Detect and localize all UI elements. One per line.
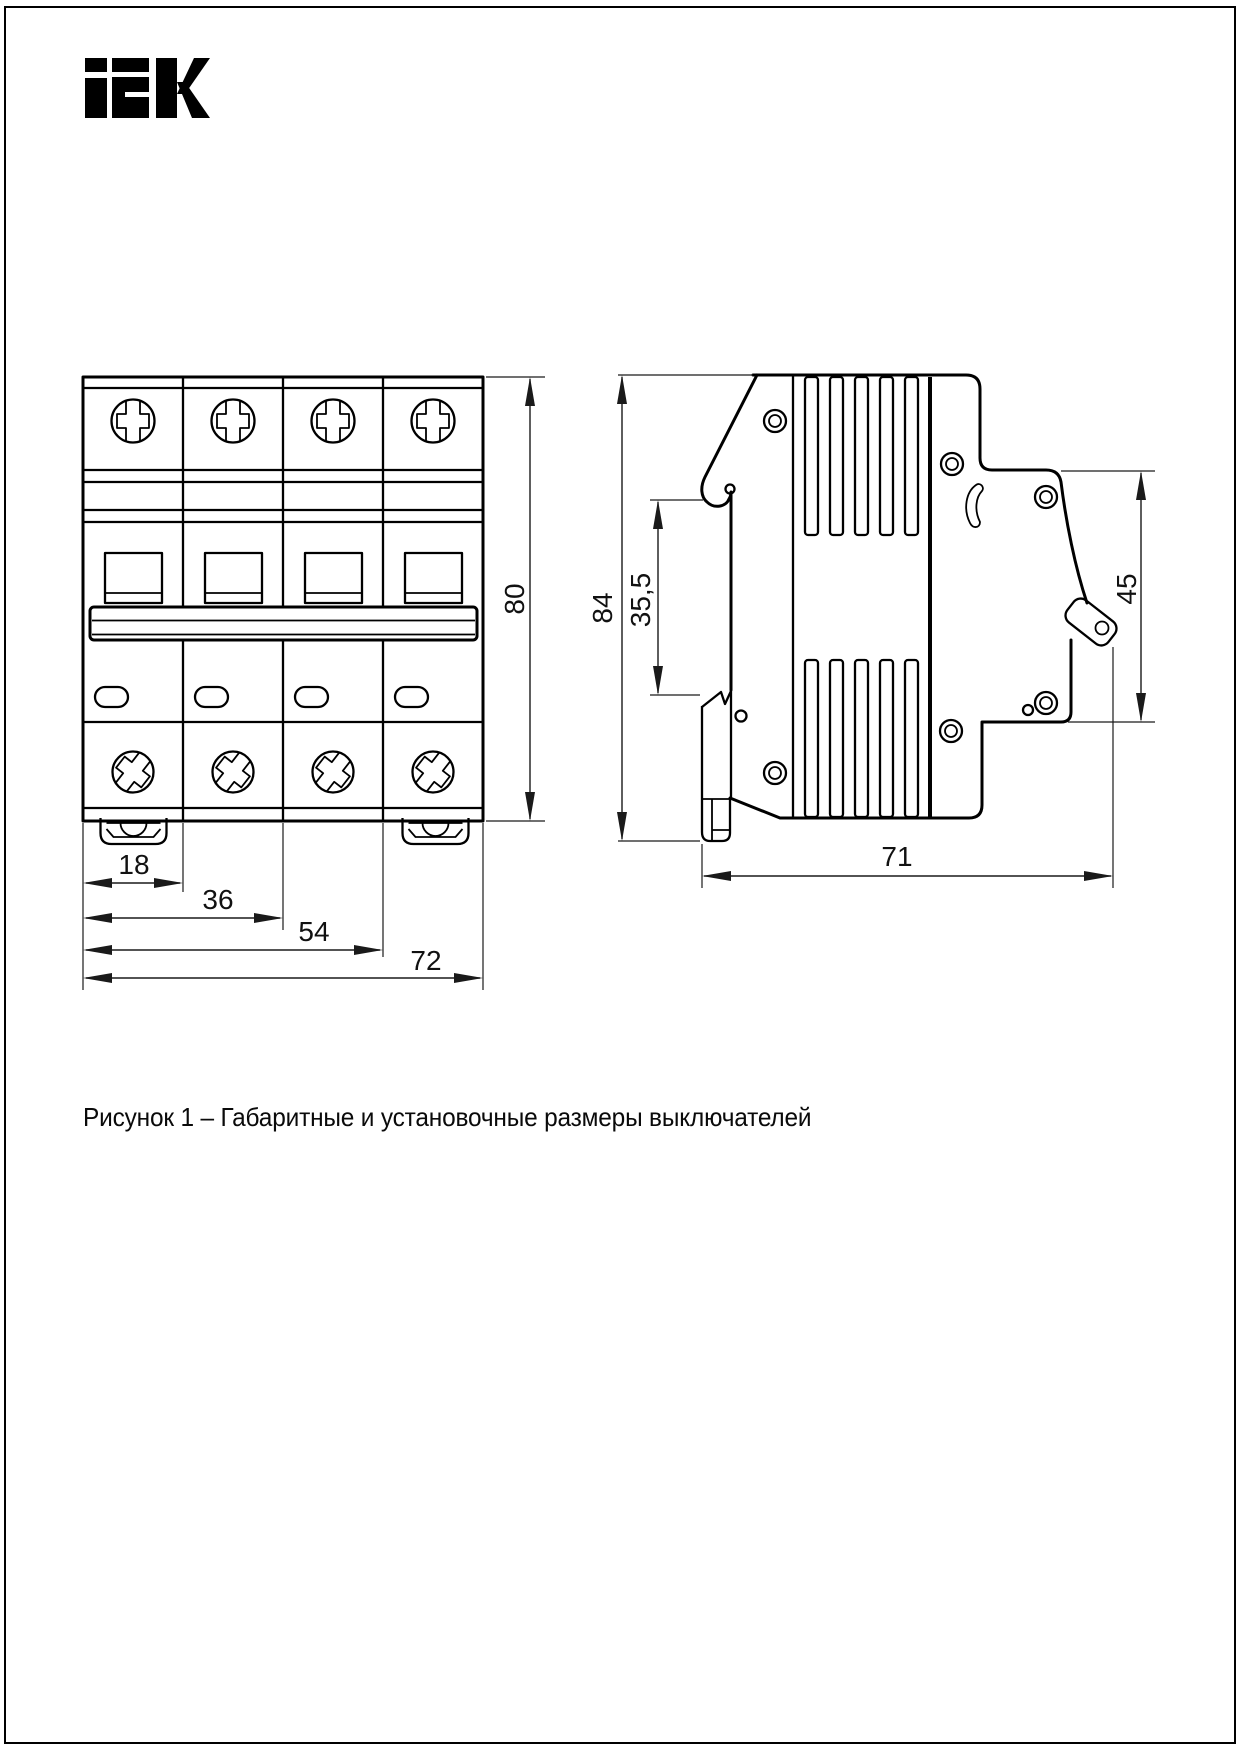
dim-label-36: 36	[202, 884, 234, 915]
vent-slots-top	[805, 377, 918, 535]
rivet	[764, 762, 786, 784]
front-view-drawing	[83, 377, 483, 844]
rivet	[941, 453, 963, 475]
toggle-handle-3	[305, 553, 362, 603]
marking-window-1	[95, 687, 128, 707]
dim-label-54: 54	[298, 916, 330, 947]
vent-slots-bottom	[805, 660, 918, 817]
screw-bottom-3	[309, 747, 358, 797]
dim-label-71: 71	[881, 841, 913, 872]
screw-bottom-2	[209, 747, 258, 797]
marking-window-4	[395, 687, 428, 707]
side-view-dimensions	[587, 375, 1155, 888]
screw-top-1	[112, 400, 155, 443]
screw-top-2	[212, 400, 255, 443]
screw-bottom-1	[109, 747, 158, 797]
toggle-handle-4	[405, 553, 462, 603]
toggle-handle-1	[105, 553, 162, 603]
curved-slot	[966, 484, 983, 527]
screw-top-4	[412, 400, 455, 443]
dim-label-35-5: 35,5	[625, 572, 656, 628]
marking-window-3	[295, 687, 328, 707]
rivet	[1035, 692, 1057, 714]
side-view-drawing	[702, 375, 1120, 841]
dim-label-72: 72	[410, 945, 442, 976]
dim-label-84: 84	[587, 592, 618, 624]
pin-hole	[1023, 705, 1033, 715]
marking-window-2	[195, 687, 228, 707]
dim-label-45: 45	[1111, 573, 1142, 605]
rivet	[764, 410, 786, 432]
figure-caption: Рисунок 1 – Габаритные и установочные размеры выключателей	[83, 1102, 812, 1132]
dim-label-80: 80	[499, 583, 530, 615]
screw-top-3	[312, 400, 355, 443]
rivet	[1035, 486, 1057, 508]
toggle-handle-2	[205, 553, 262, 603]
latch-pin-hole	[736, 711, 747, 722]
rivet	[940, 720, 962, 742]
dim-label-18: 18	[118, 849, 150, 880]
screw-bottom-4	[409, 747, 458, 797]
